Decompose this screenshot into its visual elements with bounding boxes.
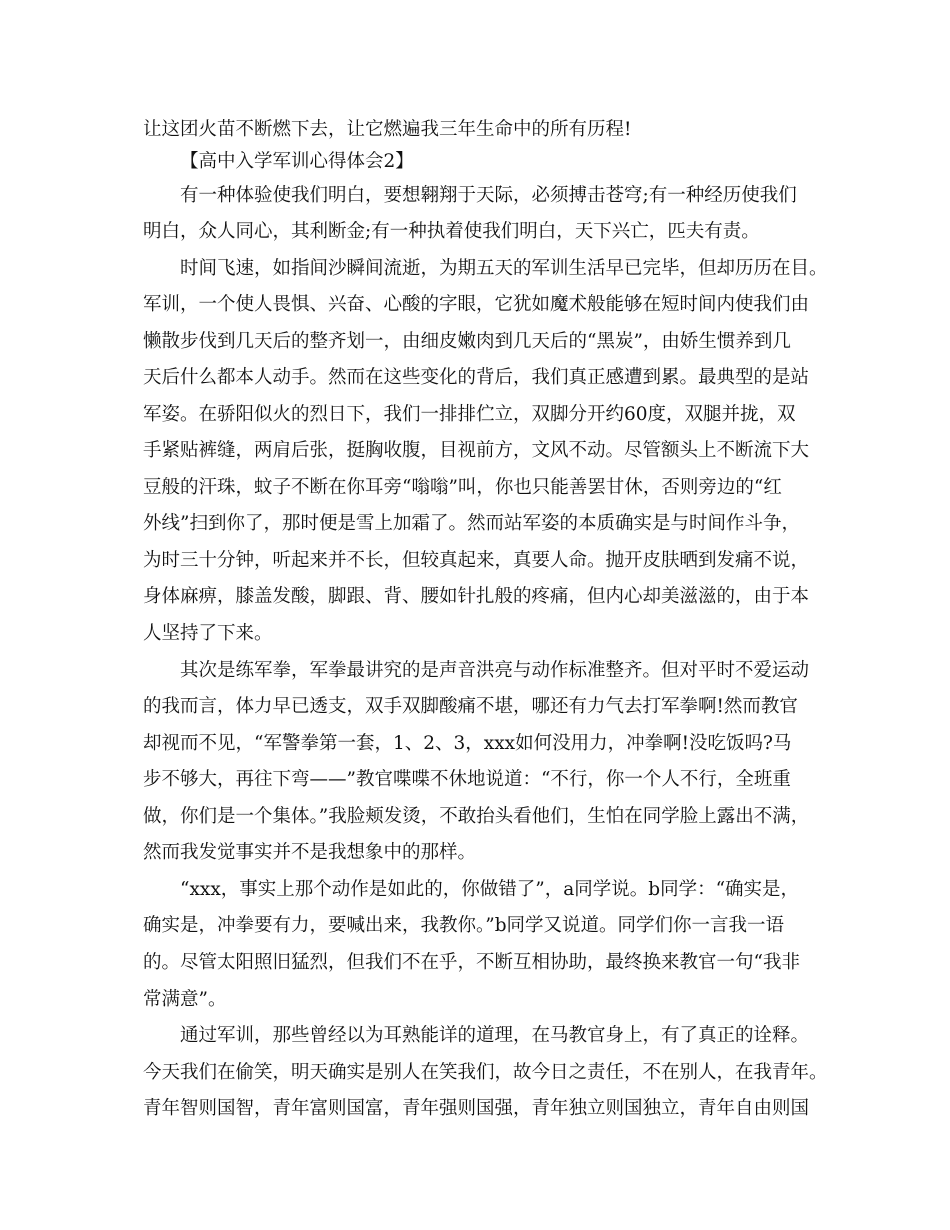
text-line: 确实是，冲拳要有力，要喊出来，我教你。”b同学又说道。同学们你一言我一语 bbox=[143, 915, 785, 936]
text-line: 做，你们是一个集体。”我脸颊发烫，不敢抬头看他们，生怕在同学脸上露出不满， bbox=[143, 806, 810, 827]
text-line: “xxx，事实上那个动作是如此的，你做错了”，a同学说。b同学：“确实是， bbox=[180, 879, 800, 900]
text-line: 其次是练军拳，军拳最讲究的是声音洪亮与动作标准整齐。但对平时不爱运动 bbox=[180, 660, 810, 681]
text-line: 时间飞速，如指间沙瞬间流逝，为期五天的军训生活早已完毕，但却历历在目。 bbox=[180, 258, 828, 279]
text-line: 青年智则国智，青年富则国富，青年强则国强，青年独立则国独立，青年自由则国 bbox=[143, 1098, 810, 1119]
text-line: 手紧贴裤缝，两肩后张，挺胸收腹，目视前方，文风不动。尽管额头上不断流下大 bbox=[143, 440, 810, 461]
text-line: 却视而不见，“军警拳第一套，1、2、3，xxx如何没用力，冲拳啊!没吃饭吗?马 bbox=[143, 733, 792, 754]
text-line: 的。尽管太阳照旧猛烈，但我们不在乎，不断互相协助，最终换来教官一句“我非 bbox=[143, 952, 800, 973]
text-line: 明白，众人同心，其利断金;有一种执着使我们明白，天下兴亡，匹夫有责。 bbox=[143, 221, 760, 242]
text-line: 外线”扫到你了，那时便是雪上加霜了。然而站军姿的本质确实是与时间作斗争， bbox=[143, 513, 800, 534]
text-line: 豆般的汗珠，蚊子不断在你耳旁“嗡嗡”叫，你也只能善罢甘休，否则旁边的“红 bbox=[143, 477, 782, 498]
text-line: 身体麻痹，膝盖发酸，脚跟、背、腰如针扎般的疼痛，但内心却美滋滋的，由于本 bbox=[143, 586, 810, 607]
text-line: 常满意”。 bbox=[143, 989, 227, 1010]
section-heading: 【高中入学军训心得体会2】 bbox=[180, 151, 414, 172]
text-line: 通过军训，那些曾经以为耳熟能详的道理，在马教官身上，有了真正的诠释。 bbox=[180, 1025, 810, 1046]
text-line: 军训，一个使人畏惧、兴奋、心酸的字眼，它犹如魔术般能够在短时间内使我们由 bbox=[143, 294, 810, 315]
text-line: 今天我们在偷笑，明天确实是别人在笑我们，故今日之责任，不在别人，在我青年。 bbox=[143, 1062, 828, 1083]
text-line: 军姿。在骄阳似火的烈日下，我们一排排伫立，双脚分开约60度，双腿并拢，双 bbox=[143, 404, 796, 425]
text-line: 然而我发觉事实并不是我想象中的那样。 bbox=[143, 842, 477, 863]
text-line: 懒散步伐到几天后的整齐划一，由细皮嫩肉到几天后的“黑炭”，由娇生惯养到几 bbox=[143, 331, 791, 352]
text-line: 有一种体验使我们明白，要想翱翔于天际，必须搏击苍穹;有一种经历使我们 bbox=[180, 185, 797, 206]
text-line: 步不够大，再往下弯——”教官喋喋不休地说道：“不行，你一个人不行，全班重 bbox=[143, 769, 791, 790]
text-line: 的我而言，体力早已透支，双手双脚酸痛不堪，哪还有力气去打军拳啊!然而教官 bbox=[143, 696, 798, 717]
text-line: 让这团火苗不断燃下去，让它燃遍我三年生命中的所有历程! bbox=[143, 119, 632, 140]
text-line: 天后什么都本人动手。然而在这些变化的背后，我们真正感遭到累。最典型的是站 bbox=[143, 367, 810, 388]
text-line: 为时三十分钟，听起来并不长，但较真起来，真要人命。抛开皮肤晒到发痛不说， bbox=[143, 550, 810, 571]
text-line: 人坚持了下来。 bbox=[143, 623, 273, 644]
